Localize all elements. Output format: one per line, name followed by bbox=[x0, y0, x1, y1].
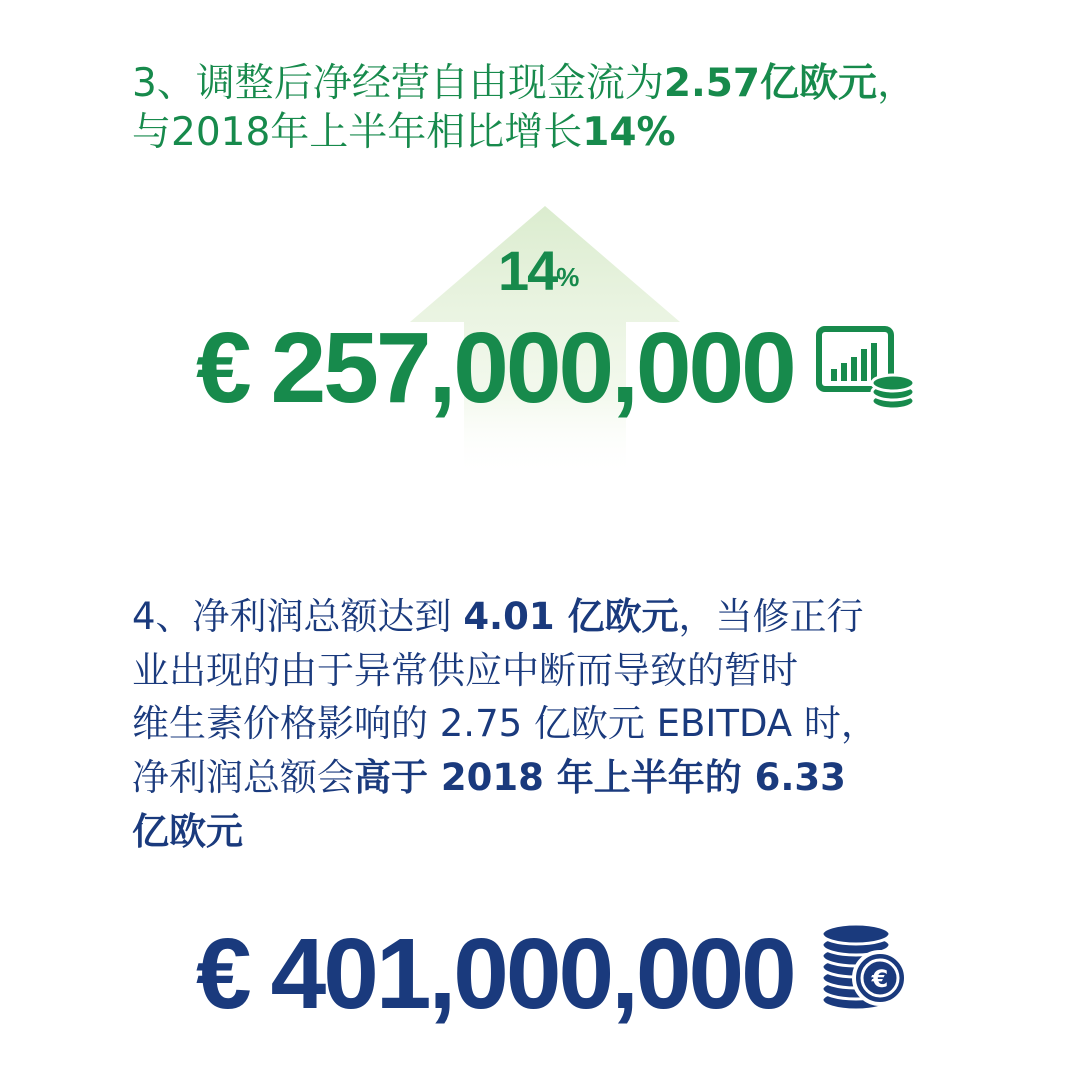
net-profit-amount bbox=[196, 918, 794, 1030]
euro-symbol: € bbox=[196, 918, 249, 1030]
headline-cash-flow-line-1: 3、调整后净经营自由现金流为2.57亿欧元， bbox=[132, 61, 917, 106]
headline-net-profit-line-2: 业出现的由于异常供应中断而导致的暂时 bbox=[132, 648, 798, 692]
headline-cash-flow-line-2: 与2018年上半年相比增长14% bbox=[132, 109, 676, 155]
growth-percent-text: 14% bbox=[582, 109, 676, 155]
euro-symbol: € bbox=[196, 312, 249, 424]
headline-net-profit-line-3: 维生素价格影响的 2.75 亿欧元 EBITDA 时， bbox=[132, 702, 878, 746]
growth-percent-number: 14 bbox=[498, 239, 557, 302]
headline-net-profit-line-5: 亿欧元 bbox=[132, 809, 243, 853]
net-profit-amount-text: 4.01 亿欧元 bbox=[463, 595, 679, 638]
euro-coins-stack-icon bbox=[818, 920, 910, 1012]
cash-flow-amount-value: 257,000,000 bbox=[270, 312, 794, 424]
net-profit-amount-value: 401,000,000 bbox=[270, 918, 794, 1030]
bar-chart-with-coins-icon bbox=[815, 325, 917, 411]
cash-flow-amount-text: 2.57亿欧元 bbox=[663, 61, 878, 106]
growth-percent-badge bbox=[498, 238, 579, 303]
headline-cash-flow bbox=[132, 60, 916, 158]
coin-euro-symbol: € bbox=[871, 965, 889, 993]
headline-net-profit-line-1: 4、净利润总额达到 4.01 亿欧元，当修正行 bbox=[132, 595, 864, 638]
comparison-text: 高于 2018 年上半年的 6.33 bbox=[354, 755, 846, 799]
growth-percent-sign: % bbox=[556, 262, 580, 292]
cash-flow-amount bbox=[196, 312, 794, 424]
headline-net-profit bbox=[132, 590, 952, 858]
headline-net-profit-line-4: 净利润总额会高于 2018 年上半年的 6.33 bbox=[132, 755, 846, 799]
